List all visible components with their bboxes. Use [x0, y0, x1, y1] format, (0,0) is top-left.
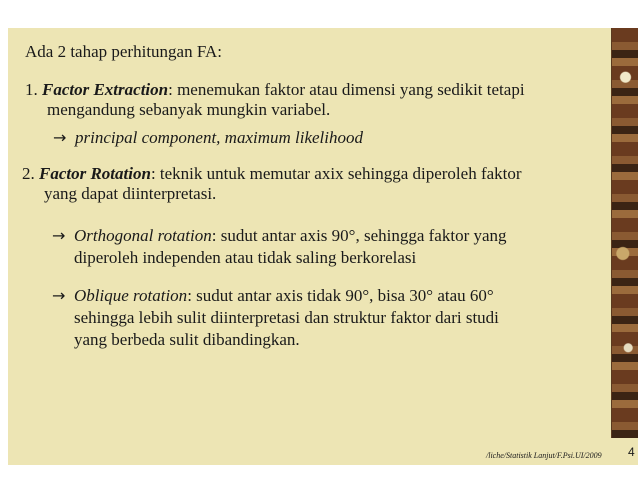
- item2-term: Factor Rotation: [39, 164, 151, 183]
- arrow-right-icon: →: [52, 226, 66, 245]
- item2-description: : teknik untuk memutar axix sehingga diperoleh faktor: [150, 164, 522, 183]
- item1-term: Factor Extraction: [42, 80, 169, 99]
- oblique-line3: yang berbeda sulit dibandingkan.: [74, 330, 300, 349]
- decorative-ornament-strip: [611, 28, 638, 438]
- item1-line2: mengandung sebanyak mungkin variabel.: [47, 100, 331, 119]
- item1-line1: [25, 80, 525, 100]
- oblique-term: Oblique rotation: [74, 286, 188, 305]
- item2-line2: yang dapat diinterpretasi.: [44, 184, 217, 203]
- item1-methods: principal component, maximum likelihood: [75, 128, 364, 147]
- orthogonal-description: : sudut antar axis 90°, sehingga faktor yang: [211, 226, 507, 245]
- intro-text: Ada 2 tahap perhitungan FA:: [25, 42, 223, 61]
- oblique-line2: sehingga lebih sulit diinterpretasi dan struktur faktor dari studi: [74, 308, 499, 327]
- page-number: 4: [628, 445, 635, 459]
- item2-number: 2.: [22, 164, 39, 183]
- arrow-right-icon: →: [52, 286, 66, 305]
- item1-number: 1.: [25, 80, 42, 99]
- oblique-description: : sudut antar axis tidak 90°, bisa 30° atau 60°: [187, 286, 494, 305]
- item1-arrow-line: [53, 128, 363, 148]
- slide: [8, 28, 638, 465]
- arrow-right-icon: →: [53, 128, 67, 147]
- orthogonal-line1: [52, 226, 507, 246]
- item1-description: : menemukan faktor atau dimensi yang sedikit tetapi: [168, 80, 525, 99]
- orthogonal-term: Orthogonal rotation: [74, 226, 212, 245]
- footer-source: /liche/Statistik Lanjut/F.Psi.UI/2009: [486, 451, 602, 460]
- item2-line1: [22, 164, 522, 184]
- oblique-line1: [52, 286, 494, 306]
- orthogonal-line2: diperoleh independen atau tidak saling berkorelasi: [74, 248, 417, 267]
